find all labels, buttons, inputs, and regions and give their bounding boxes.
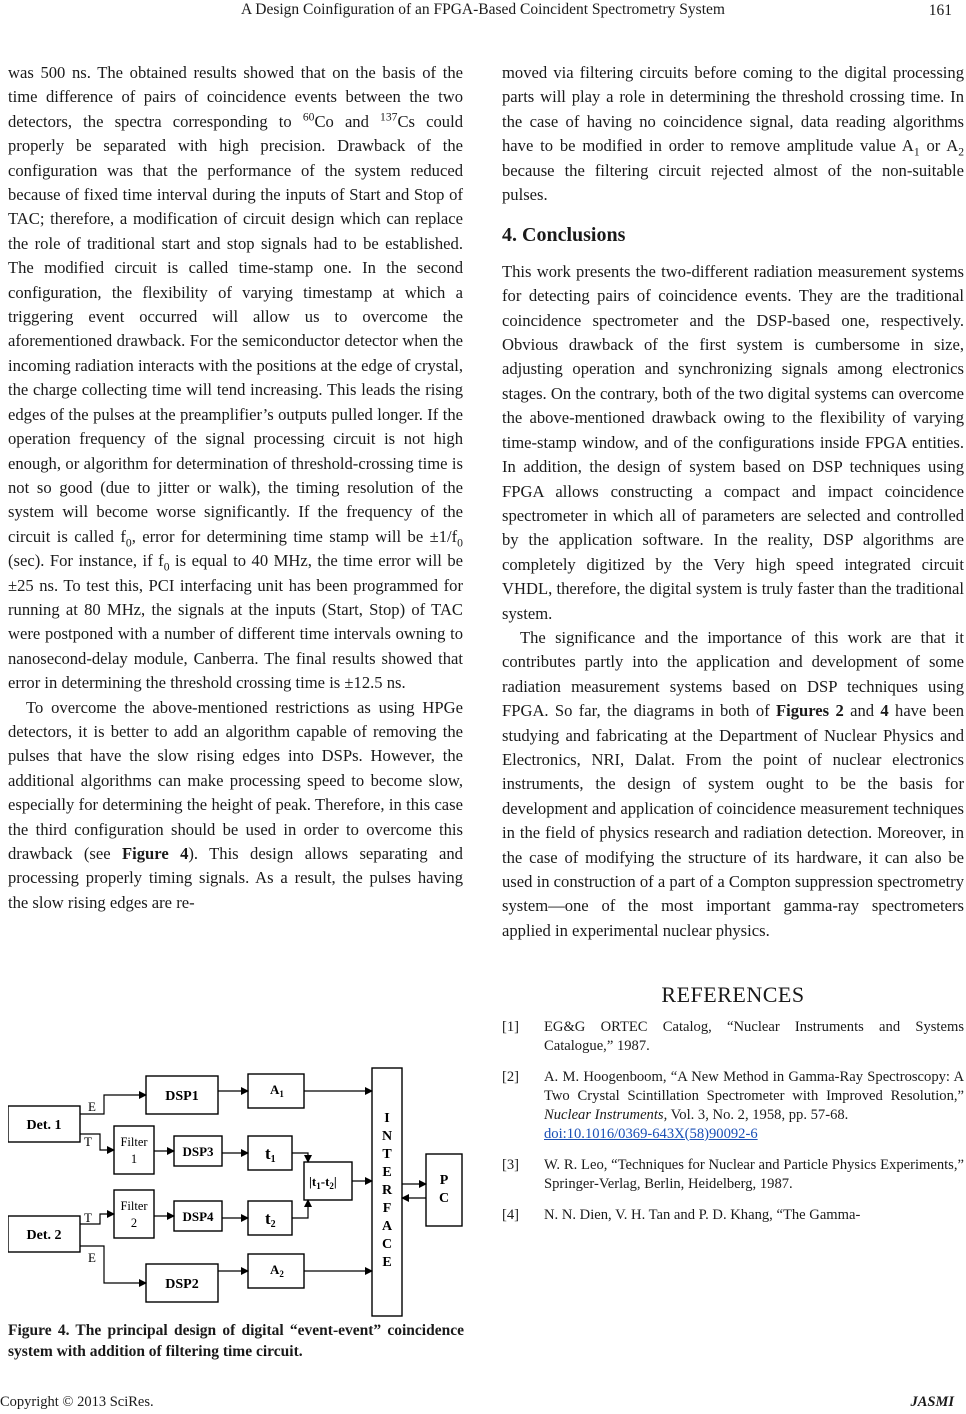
right-column bbox=[502, 61, 964, 1237]
filter2-label: Filter bbox=[120, 1199, 148, 1213]
dsp1-label: DSP1 bbox=[165, 1089, 199, 1104]
dsp3-label: DSP3 bbox=[182, 1144, 214, 1159]
conclusions-paragraph-2: The significance and the importance of this work are that it contributes partly into the application and development of some radiation measurement systems based on DSP techniques using FPGA. So far, the diagrams in both of Figures 2 and 4 have been studying and fabricating at the Department of Nuclear Physics and Electronics, NRI, Dalat. From the point of nuclear electronics instruments, the design of system ought to be the basis for development and application of coincidence measurement techniques in the field of physics research and radiation detection. Moreover, in the case of modifying the structure of its hardware, it can also be used in construction of a part of a Compton suppression spectrometry system—one of the most important gamma-ray spectrometers applied in experimental nuclear physics. bbox=[502, 627, 964, 940]
reference-4: [4] N. N. Dien, V. H. Tan and P. D. Khang, “The Gamma- bbox=[502, 1206, 861, 1223]
a1-label: $A_1$ bbox=[270, 1082, 284, 1099]
dsp4-label: DSP4 bbox=[182, 1209, 214, 1224]
pc-box bbox=[426, 1154, 462, 1226]
section-heading-conclusions: 4. Conclusions bbox=[502, 224, 626, 247]
figure-4-caption: Figure 4. The principal design of digital “event-event” coincidence system with addition of filtering time circuit. bbox=[8, 1322, 464, 1360]
dsp2-label: DSP2 bbox=[165, 1277, 199, 1292]
filter1-box bbox=[114, 1126, 154, 1174]
t1-label: t1 bbox=[265, 1144, 276, 1165]
conclusions-paragraph-1: This work presents the two-different radiation measurement systems for detecting pairs of coincidence events. They are the traditional coincidence spectrometer and the DSP-based one, respectively. Obvious drawback of the first system is cumbersome in size, adjusting operation and synchronizing signals among electronics stages. On the contrary, both of the two digital systems can overcome the above-mentioned drawback owing to the flexibility of varying time-stamp window, and of the configurations inside FPGA entities. In addition, the design of system based on DSP techniques using FPGA allows constructing a compact and impact coincidence spectrometer in which all of parameters are selected and controlled by the application software. In the reality, DSP algorithms are completely digitized by the Very high speed integrated circuit VHDL, therefore, the digital system is truly faster than the traditional system. bbox=[502, 261, 964, 623]
interface-letter: A bbox=[381, 1219, 393, 1234]
filter1-number: 1 bbox=[130, 1152, 138, 1166]
left-column bbox=[8, 61, 463, 915]
a2-label: $A_2$ bbox=[270, 1262, 284, 1279]
reference-2-doi-link[interactable]: doi:10.1016/0369-643X(58)90092-6 bbox=[544, 1125, 758, 1142]
footer-copyright: Copyright © 2013 SciRes. bbox=[0, 1394, 154, 1410]
interface-letter: R bbox=[381, 1183, 393, 1198]
figure-4-reference: Figure 4 bbox=[121, 844, 189, 863]
interface-letter: T bbox=[382, 1147, 392, 1162]
interface-letter: N bbox=[381, 1129, 393, 1144]
interface-letter: I bbox=[384, 1111, 390, 1126]
left-paragraph-2: To overcome the above-mentioned restrictions as using HPGe detectors, it is better to add an algorithm capable of removing the pulses that have the slow rising edges into DSPs. However, the additional algorithms can make processing speed to become slow, especially for determining the height of peak. Therefore, in this case the third configuration should be used in order to overcome this drawback (see Figure 4). This design allows separating and processing properly timing signals. As a result, the pulses having the slow rising edges are re- bbox=[8, 697, 463, 912]
interface-letter: E bbox=[382, 1165, 392, 1180]
interface-label bbox=[382, 1111, 393, 1270]
filter1-label: Filter bbox=[120, 1135, 148, 1149]
t2-to-diff bbox=[292, 1200, 308, 1218]
running-header-title: A Design Coinfiguration of an FPGA-Based Coincident Spectrometry System bbox=[241, 1, 725, 18]
pc-letter: P bbox=[439, 1173, 449, 1188]
det2-label: Det. 2 bbox=[26, 1228, 62, 1243]
det2-t-label: T bbox=[84, 1210, 92, 1225]
det1-e-label: E bbox=[88, 1099, 96, 1114]
det2-e-label: E bbox=[88, 1250, 96, 1265]
interface-letter: C bbox=[381, 1237, 393, 1252]
filter2-box bbox=[114, 1190, 154, 1238]
t1-to-diff bbox=[292, 1153, 308, 1162]
interface-letter: F bbox=[382, 1201, 392, 1216]
reference-3: [3] W. R. Leo, “Techniques for Nuclear and Particle Physics Experiments,” Springer-Verlag, Berlin, Heidelberg, 1987. bbox=[502, 1156, 964, 1192]
det1-label: Det. 1 bbox=[26, 1118, 62, 1133]
page-number: 161 bbox=[928, 2, 952, 19]
pc-letter: C bbox=[438, 1191, 450, 1206]
t2-label: t2 bbox=[265, 1209, 276, 1230]
right-paragraph-1: moved via filtering circuits before coming to the digital processing parts will play a role in determining the threshold crossing time. In the case of having no coincidence signal, data reading algorithms have to be modified in order to remove amplitude value $A_1$ or $A_2$ because the filtering circuit rejected almost of the non-suitable pulses. bbox=[502, 63, 964, 205]
reference-2: [2] A. M. Hoogenboom, “A New Method in Gamma-Ray Spectroscopy: A Two Crystal Scintillation Spectrometer with Improved Resolution,” Nuclear Instruments, Vol. 3, No. 2, 1958, pp. 57-68. doi:10.1016/0369-643X(58)90092-6 bbox=[502, 1068, 964, 1142]
left-paragraph-1: was 500 ns. The obtained results showed that on the basis of the time difference of pairs of coincidence events between the two detectors, the spectra corresponding to $^{60}$Co and $^{137}$Cs could properly be separated with high precision. Drawback of the configuration was that the performance of the system reduced because of fixed time interval during the inputs of Start and Stop of TAC; therefore, a modification of circuit design which can replace the role of traditional start and stop signals had to be established. The modified circuit is called time-stamp one. In the second configuration, the flexibility of varying timestamp at which a triggering event occurred will allow us to overcome the aforementioned drawback. For the semiconductor detector when the incoming radiation interacts with the positions at the edge of crystal, the charge collecting time will tend increasing. This leads the rising edges of the pulses at the preamplifier’s outputs pulled longer. If the operation frequency of the signal processing circuit is not high enough, or algorithm for determination of threshold-crossing time is not so good (due to jitter or walk), the timing resolution of the system will become worse significantly. If the frequency of the circuit is called $f_0$, error for determining time stamp will be $\pm 1/f_0$ (sec). For instance, if $f_0$ is equal to 40 MHz, the time error will be ±25 ns. To test this, PCI interfacing unit has been programmed for running at 80 MHz, the signals at the inputs (Start, Stop) of TAC were postponed with a number of different time intervals owning to nanosecond-delay module, Canberra. The final results showed that error in determining the threshold crossing time is ±12.5 ns. bbox=[8, 63, 463, 693]
diff-label: $|t_1-t_2|$ bbox=[309, 1174, 337, 1191]
figure-4-block-diagram bbox=[8, 1064, 466, 1320]
references-heading: REFERENCES bbox=[661, 982, 805, 1008]
interface-letter: E bbox=[382, 1255, 392, 1270]
filter2-number: 2 bbox=[130, 1216, 138, 1230]
det1-t-label: T bbox=[84, 1134, 92, 1149]
footer-journal-name: JASMI bbox=[910, 1394, 954, 1410]
reference-1: [1] EG&G ORTEC Catalog, “Nuclear Instruments and Systems Catalogue,” 1987. bbox=[502, 1018, 964, 1054]
